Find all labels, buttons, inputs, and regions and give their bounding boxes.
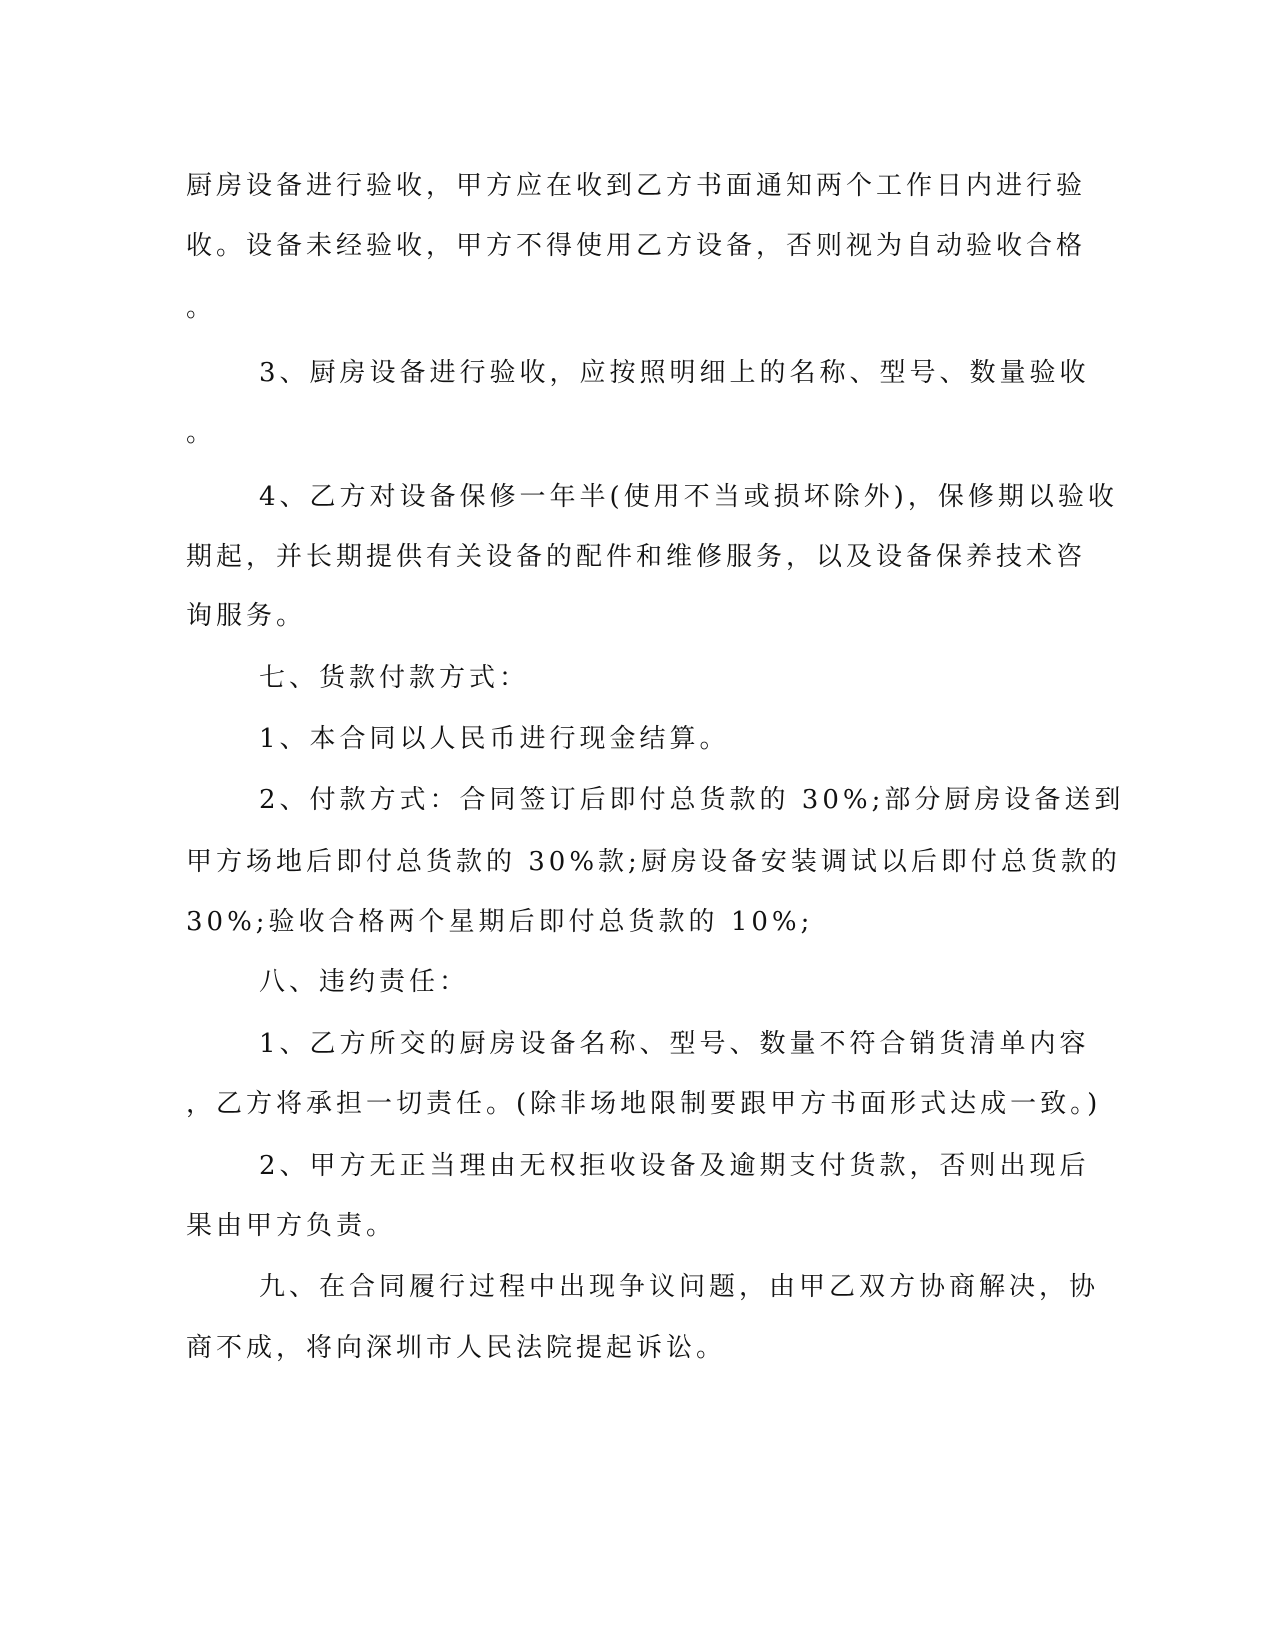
body-line [0, 537, 1275, 577]
paragraph-first-line [0, 353, 1275, 393]
paragraph-first-line [0, 1024, 1275, 1064]
line-text: 。 [186, 293, 217, 323]
line-text: 七、货款付款方式： [259, 663, 530, 693]
line-text: 果由甲方负责。 [186, 1211, 397, 1241]
line-text: 询服务。 [186, 601, 307, 631]
body-line [0, 226, 1275, 266]
line-text: 4、乙方对设备保修一年半(使用不当或损坏除外)，保修期以验收 [259, 482, 1118, 512]
line-text: 九、在合同履行过程中出现争议问题，由甲乙双方协商解决，协 [259, 1272, 1100, 1302]
body-line [0, 1084, 1275, 1124]
paragraph-first-line [0, 780, 1275, 820]
line-text: 2、付款方式：合同签订后即付总货款的 30%;部分厨房设备送到 [259, 785, 1125, 815]
line-text: 2、甲方无正当理由无权拒收设备及逾期支付货款，否则出现后 [259, 1151, 1090, 1181]
line-text: 八、违约责任： [259, 967, 470, 997]
paragraph-first-line [0, 477, 1275, 517]
body-line [0, 596, 1275, 636]
body-line [0, 1206, 1275, 1246]
body-line [0, 842, 1275, 882]
body-line [0, 902, 1275, 942]
line-text: ，乙方将承担一切责任。(除非场地限制要跟甲方书面形式达成一致。) [186, 1089, 1102, 1119]
section-heading [0, 658, 1275, 698]
paragraph-first-line [0, 1267, 1275, 1307]
paragraph-first-line [0, 719, 1275, 759]
line-text: 1、本合同以人民币进行现金结算。 [259, 724, 730, 754]
line-text: 。 [186, 418, 217, 448]
line-text: 3、厨房设备进行验收，应按照明细上的名称、型号、数量验收 [259, 358, 1090, 388]
line-text: 收。设备未经验收，甲方不得使用乙方设备，否则视为自动验收合格 [186, 231, 1087, 261]
paragraph-first-line [0, 1146, 1275, 1186]
line-text: 30%;验收合格两个星期后即付总货款的 10%; [186, 907, 814, 937]
line-text: 期起，并长期提供有关设备的配件和维修服务，以及设备保养技术咨 [186, 542, 1087, 572]
body-line [0, 413, 1275, 453]
line-text: 1、乙方所交的厨房设备名称、型号、数量不符合销货清单内容 [259, 1029, 1090, 1059]
line-text: 商不成，将向深圳市人民法院提起诉讼。 [186, 1333, 727, 1363]
line-text: 甲方场地后即付总货款的 30%款;厨房设备安装调试以后即付总货款的 [186, 847, 1121, 877]
section-heading [0, 962, 1275, 1002]
body-line [0, 1328, 1275, 1368]
line-text: 厨房设备进行验收，甲方应在收到乙方书面通知两个工作日内进行验 [186, 171, 1087, 201]
body-line [0, 166, 1275, 206]
body-line [0, 288, 1275, 328]
